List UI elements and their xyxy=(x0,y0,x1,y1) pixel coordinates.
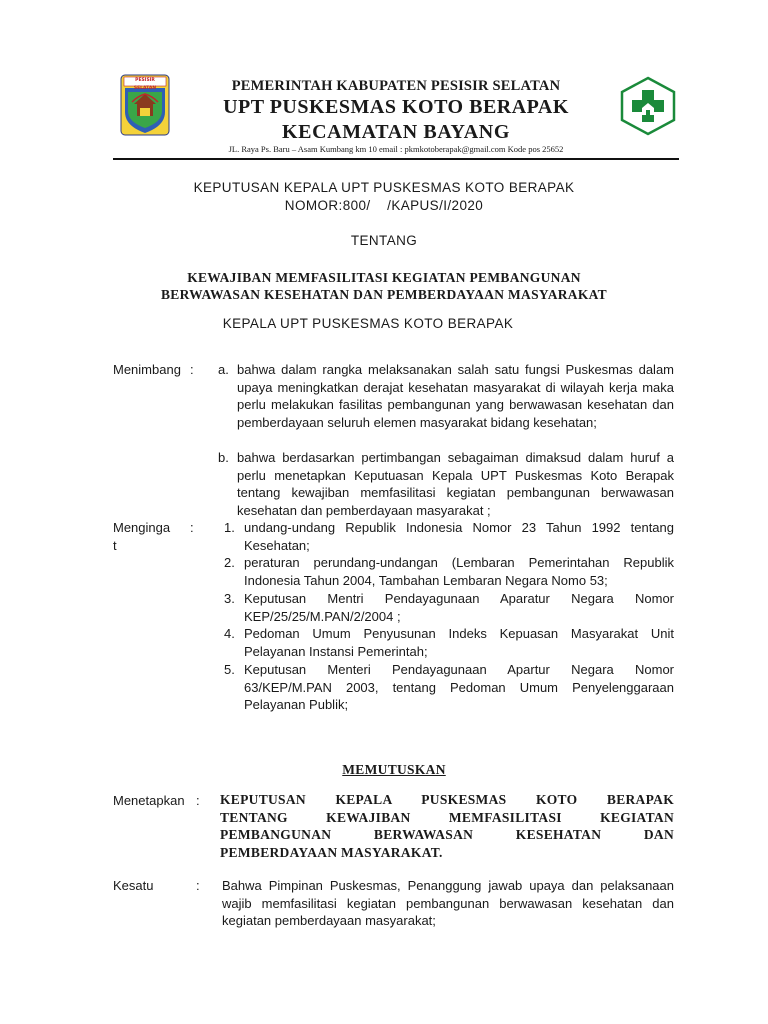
menimbang-item-a: bahwa dalam rangka melaksanakan salah satu fungsi Puskesmas dalam upaya meningkatkan derajat kesehatan masyarakat di wilayah kerja maka perlu melakukan fasilitas pembangunan yang berwawasan kesehatan dan pemberdayaan seluruh elemen masyarakat bidang kesehatan; xyxy=(237,362,674,430)
memutuskan-heading: MEMUTUSKAN xyxy=(342,762,446,777)
menimbang-item-b: bahwa berdasarkan pertimbangan sebagaiman dimaksud dalam huruf a perlu menetapkan Keputuasan Kepala UPT Puskesmas Koto Berapak tentang kewajiban memfasilitasi kegiatan pembangunan berwawasan kesehatan dan pemberdayaan masyarakat ; xyxy=(237,450,674,518)
menetapkan-label: Menetapkan xyxy=(113,793,185,808)
decree-title: KEPUTUSAN KEPALA UPT PUSKESMAS KOTO BERAPAK xyxy=(193,180,575,195)
kesatu-text: Bahwa Pimpinan Puskesmas, Penanggung jawab upaya dan pelaksanaan wajib memfasilitasi kegiatan pembangunan berwawasan kesehatan dan kegiatan pemberdayaan masyarakat; xyxy=(222,878,674,929)
kesatu-colon: : xyxy=(196,878,200,893)
mengingat-item-1: undang-undang Republik Indonesia Nomor 23 Tahun 1992 tentang Kesehatan; xyxy=(244,520,674,553)
mengingat-marker-4: 4. xyxy=(224,626,235,641)
menimbang-colon: : xyxy=(190,362,194,377)
menetapkan-line4: PEMBERDAYAAN MASYARAKAT. xyxy=(220,844,443,860)
mengingat-marker-1: 1. xyxy=(224,520,235,535)
menetapkan-line1: KEPUTUSAN KEPALA PUSKESMAS KOTO BERAPAK xyxy=(220,792,674,807)
mengingat-label-line2: t xyxy=(113,537,117,553)
mengingat-item-2: peraturan perundang-undangan (Lembaran Pemerintahan Republik Indonesia Tahun 2004, Tambahan Lembaran Negara Nomo 53; xyxy=(244,555,674,588)
mengingat-label-line1: Menginga xyxy=(113,520,171,535)
mengingat-colon: : xyxy=(190,520,194,535)
letterhead-district: KECAMATAN BAYANG xyxy=(282,121,510,143)
kesatu-label: Kesatu xyxy=(113,878,154,893)
menimbang-label: Menimbang xyxy=(113,362,181,377)
menetapkan-content xyxy=(220,791,674,861)
letterhead-government: PEMERINTAH KABUPATEN PESISIR SELATAN xyxy=(231,78,561,94)
mengingat-marker-3: 3. xyxy=(224,591,235,606)
mengingat-item-4: Pedoman Umum Penyusunan Indeks Kepuasan Masyarakat Unit Pelayanan Instansi Pemerintah; xyxy=(244,626,674,659)
mengingat-marker-5: 5. xyxy=(224,662,235,677)
mengingat-item-3: Keputusan Mentri Pendayagunaan Aparatur Negara Nomor KEP/25/25/M.PAN/2/2004 ; xyxy=(244,591,674,624)
letterhead-address: JL. Raya Ps. Baru – Asam Kumbang km 10 email : pkmkotoberapak@gmail.com Kode pos 25652 xyxy=(228,144,564,154)
mengingat-marker-2: 2. xyxy=(224,555,235,570)
tentang-heading: TENTANG xyxy=(350,233,418,248)
menetapkan-line2: TENTANG KEWAJIBAN MEMFASILITASI KEGIATAN xyxy=(220,809,674,825)
menimbang-marker-a: a. xyxy=(218,362,229,377)
menetapkan-colon: : xyxy=(196,793,200,808)
mengingat-item-5: Keputusan Menteri Pendayagunaan Apartur Negara Nomor 63/KEP/M.PAN 2003, tentang Pedoman Umum Penyelenggaraan Pelayanan Publik; xyxy=(244,662,674,713)
letterhead-divider xyxy=(113,158,679,160)
crest-caption: PESISIR SELATAN xyxy=(133,78,157,91)
menetapkan-line3: PEMBANGUNAN BERWAWASAN KESEHATAN DAN xyxy=(220,827,674,843)
decree-number: NOMOR:800/ /KAPUS/I/2020 xyxy=(284,198,484,213)
decree-issuer: KEPALA UPT PUSKESMAS KOTO BERAPAK xyxy=(222,316,514,331)
decree-subject-line1: KEWAJIBAN MEMFASILITASI KEGIATAN PEMBANGUNAN xyxy=(187,270,581,285)
decree-subject-line2: BERWAWASAN KESEHATAN DAN PEMBERDAYAAN MASYARAKAT xyxy=(161,287,607,302)
letterhead-institution: UPT PUSKESMAS KOTO BERAPAK xyxy=(223,96,569,118)
menimbang-marker-b: b. xyxy=(218,450,229,465)
